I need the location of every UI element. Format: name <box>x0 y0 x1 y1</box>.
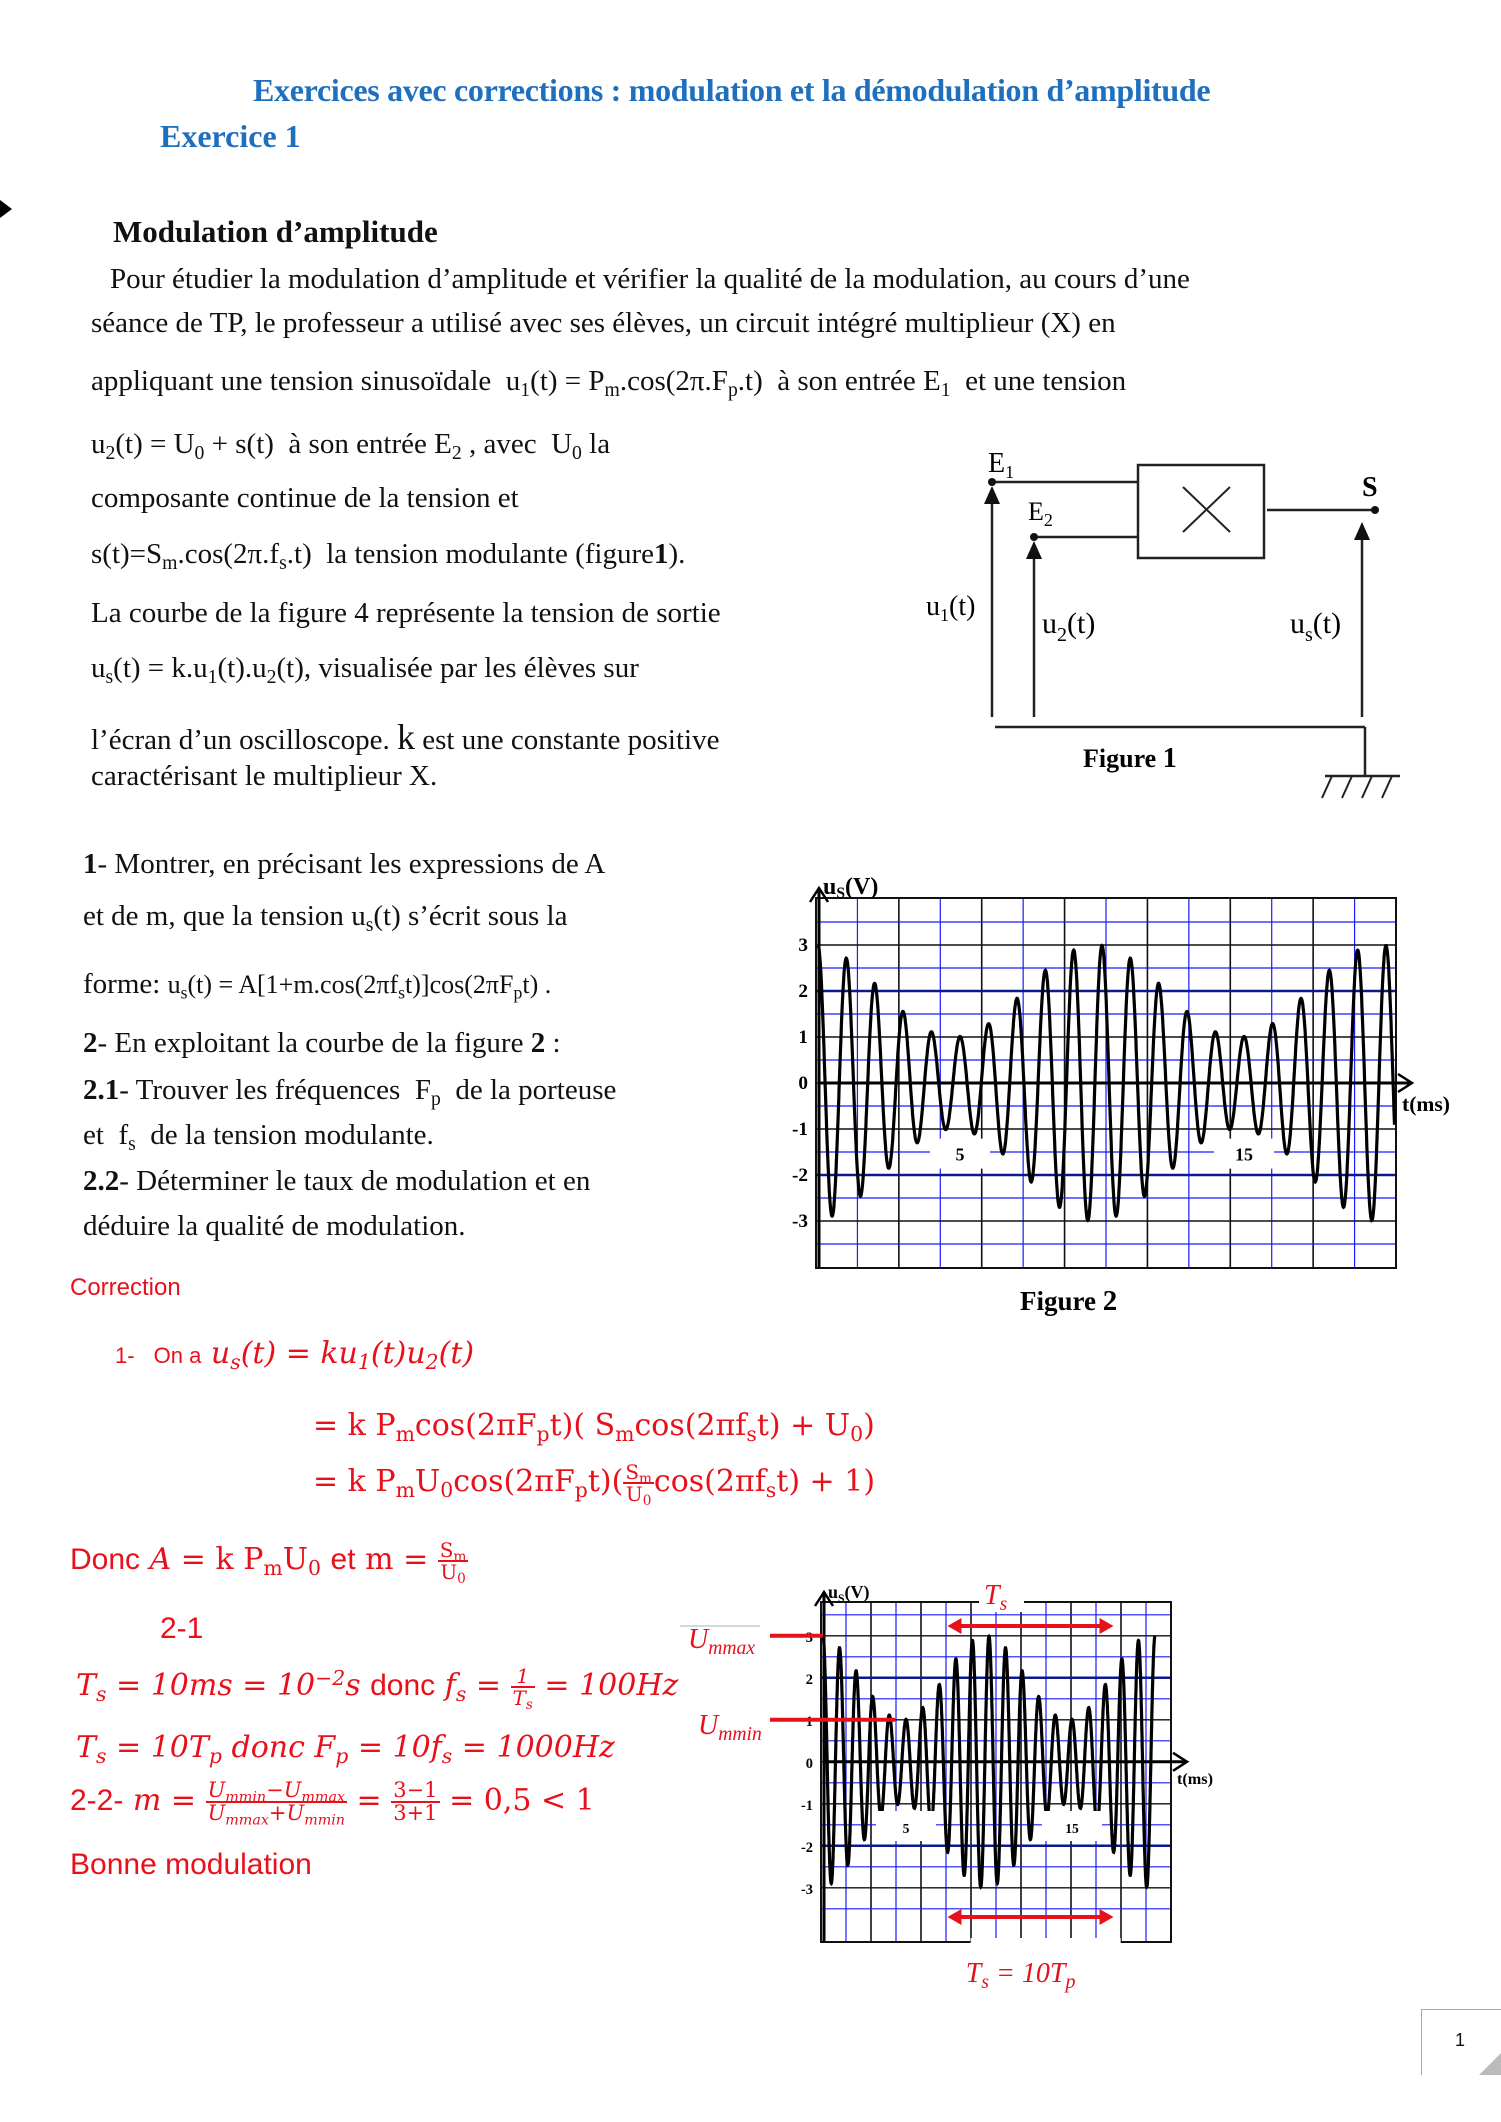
annotation-label: $U_{mmin}$ <box>698 1709 762 1745</box>
y-tick-label: 1 <box>798 1027 808 1048</box>
text: de la tension modulante. <box>150 1119 434 1151</box>
figure-2-oscillogram <box>770 860 1470 1320</box>
y-tick-label: 3 <box>805 1629 813 1646</box>
statement-line-7: La courbe de la figure 4 représente la tension de sortie <box>91 597 721 629</box>
y-tick-label: 0 <box>798 1073 808 1094</box>
text: - Montrer, en précisant les expressions de A <box>97 848 606 880</box>
correction-Fp-line: $T_s = 10T_p$ donc $F_p = 10f_s = 1000Hz$ <box>76 1730 615 1769</box>
label-S: S <box>1362 472 1378 503</box>
correction-label: Correction <box>70 1274 181 1301</box>
text: : <box>545 1027 561 1059</box>
text: de la porteuse <box>455 1074 617 1106</box>
text: - Déterminer le taux de modulation et en <box>119 1165 591 1197</box>
y-axis-label: uS(V) <box>823 874 879 902</box>
correction-q1-line-1: 1- On a $u_s(t) = ku_1(t)u_2(t)$ <box>115 1336 475 1375</box>
q-num: 1- <box>115 1343 135 1368</box>
equation-s: $s(t)=S_m.\cos(2\pi.f_s.t)$ <box>91 538 319 574</box>
equation-us-form: $u_s(t) = A[1+m.\cos(2\pi f_st)]\cos(2\pi F_pt)$ . <box>167 970 552 1003</box>
x-tick-label: 5 <box>955 1144 965 1165</box>
q-num: 1 <box>83 848 98 880</box>
text: - Trouver les fréquences <box>119 1074 401 1106</box>
x-axis-label: t(ms) <box>1402 1092 1450 1116</box>
equation-u1: $u_1(t) = P_m.\cos(2\pi.F_p.t)$ <box>498 365 771 401</box>
x-axis-label: t(ms) <box>1177 1769 1213 1788</box>
statement-line-9 <box>91 716 719 758</box>
y-tick-label: 3 <box>798 935 808 956</box>
figure-ref: 1 <box>654 538 669 570</box>
statement-line-4: $u_2(t) = U_0 + s(t)$ à son entrée $E_2$ , avec $U_0$ la <box>91 428 611 464</box>
text: donc <box>370 1669 436 1702</box>
fraction-den: 3+1 <box>393 1801 438 1825</box>
y-tick-label: -2 <box>801 1839 813 1856</box>
statement-line-1: Pour étudier la modulation d’amplitude et vérifier la qualité de la modulation, au cours d’une <box>110 263 1190 295</box>
question-2-1-line-2: et $f_s$ de la tension modulante. <box>83 1119 434 1155</box>
correction-conclusion: Bonne modulation <box>70 1848 312 1881</box>
page-number: 1 <box>1455 2030 1466 2050</box>
text: et <box>83 1119 104 1151</box>
label-u2: $u_2(t)$ <box>1042 607 1096 646</box>
text: et une tension <box>965 365 1127 397</box>
correction-result-A-m: Donc A = k $P_mU_0$ et m = $\frac{S_m}{U_0}$ <box>70 1538 467 1588</box>
figure-ref: 2 <box>530 1027 546 1059</box>
question-1-line-3 <box>83 968 551 1001</box>
label-E1: $E_1$ <box>988 448 1015 482</box>
q-num: 2.2 <box>83 1165 120 1197</box>
y-tick-label: -1 <box>792 1119 808 1140</box>
page-curl-icon <box>1479 2053 1501 2075</box>
text: à son entrée E <box>777 365 941 397</box>
equation-u2: $u_2(t) = U_0 + s(t)$ <box>91 428 282 464</box>
text: - En exploitant la courbe de la figure <box>97 1027 524 1059</box>
exercise-heading: Exercice 1 <box>160 118 301 154</box>
annotation-label: $U_{mmax}$ <box>688 1623 756 1659</box>
y-tick-label: 2 <box>805 1671 813 1688</box>
m-value: 0,5 < 1 <box>483 1783 595 1818</box>
question-2-2-line-2: déduire la qualité de modulation. <box>83 1210 466 1242</box>
figure-1-caption: Figure 1 <box>1083 743 1177 774</box>
y-tick-label: -2 <box>792 1165 808 1186</box>
correction-q1-line-3: = k $P_mU_0\cos(2\pi F_pt)$( $\frac{S_m}{U_0}$ $\cos(2\pi f_st) + 1$) <box>313 1460 876 1510</box>
q-num: 2.1 <box>83 1074 120 1106</box>
text: ). <box>668 538 686 570</box>
text: la tension modulante (figure <box>326 538 654 570</box>
Ts-value: 10ms <box>150 1668 233 1703</box>
Fp-value: 1000Hz <box>496 1730 615 1765</box>
x-tick-label: 5 <box>902 1821 910 1836</box>
statement-line-5: composante continue de la tension et <box>91 482 519 514</box>
text: Donc <box>70 1543 141 1576</box>
text: , visualisée par les élèves sur <box>303 652 639 684</box>
annotation-label: $T_s$ <box>984 1580 1008 1615</box>
text: appliquant une tension sinusoïdale <box>91 365 492 397</box>
label-u1: $u_1(t)$ <box>926 591 976 625</box>
y-axis-label: $u_S(V)$ <box>828 1582 870 1605</box>
equation-us: $u_s(t) = k.u_1(t).u_2(t)$ <box>91 652 304 688</box>
question-1-line-2: et de m, que la tension $u_s(t)$ s’écrit sous la <box>83 900 568 936</box>
text: l’écran d’un oscilloscope. <box>91 724 390 756</box>
text: la <box>589 428 611 460</box>
fraction-num: 3−1 <box>393 1778 438 1802</box>
figure-2-caption: Figure 2 <box>1020 1285 1118 1317</box>
question-2-1-line-1: 2.1- Trouver les fréquences $F_p$ de la porteuse <box>83 1074 617 1110</box>
page-number-box <box>1421 2009 1501 2075</box>
correction-q1-line-2: = k $P_m\cos(2\pi F_pt)$( $S_m\cos(2\pi f_st) + U_0$) <box>313 1408 875 1447</box>
margin-arrow-icon <box>0 200 12 218</box>
x-tick-label: 15 <box>1065 1821 1079 1836</box>
section-heading: Modulation d’amplitude <box>113 214 438 249</box>
statement-line-3: appliquant une tension sinusoïdale $u_1(t) = P_m.\cos(2\pi.F_p.t)$ à son entrée $E_1$ et une tension <box>91 365 1127 401</box>
text: est une constante positive <box>422 724 720 756</box>
fs-value: 100Hz <box>579 1668 679 1703</box>
x-tick-label: 15 <box>1235 1144 1253 1165</box>
y-tick-label: 2 <box>798 981 808 1002</box>
correction-fs-line: $T_s = 10ms = 10^{-2}s$ donc $f_s$ = $\frac{1}{T_s}$ = 100Hz <box>76 1664 679 1714</box>
y-tick-label: -3 <box>801 1881 813 1898</box>
q-num: 2 <box>83 1027 98 1059</box>
question-2-2-line-1 <box>83 1165 590 1198</box>
text: s’écrit sous la <box>407 900 568 932</box>
y-tick-label: -3 <box>792 1211 808 1232</box>
y-tick-label: -1 <box>801 1797 813 1814</box>
text: à son entrée E <box>288 428 452 460</box>
correction-q22-line: 2-2- m = $\frac{U_{mmin}-U_{mmax}}{U_{mmax}+U_{mmin}}$ = $\frac{3-1}{3+1}$ = 0,5 < 1 <box>70 1778 595 1829</box>
question-1-line-1 <box>83 848 605 881</box>
annotation-label: $T_s = 10T_p$ <box>965 1958 1076 1993</box>
text: et <box>330 1543 356 1576</box>
text: forme: <box>83 968 161 1000</box>
document-title: Exercices avec corrections : modulation et la démodulation d’amplitude <box>253 72 1211 108</box>
statement-line-8 <box>91 652 639 688</box>
correction-q21-label: 2-1 <box>160 1612 204 1645</box>
text: et de m, que la tension <box>83 900 344 932</box>
statement-line-6 <box>91 538 686 574</box>
correction-annotated-oscillogram <box>680 1540 1480 1993</box>
question-2 <box>83 1027 561 1060</box>
label-us: $u_s(t)$ <box>1290 607 1342 646</box>
text: On a <box>153 1343 202 1368</box>
y-tick-label: 1 <box>805 1713 813 1730</box>
q-num: 2-2- <box>70 1784 124 1817</box>
statement-line-2: séance de TP, le professeur a utilisé avec ses élèves, un circuit intégré multiplieur (X) en <box>91 307 1116 339</box>
y-tick-label: 0 <box>805 1755 813 1772</box>
k-symbol: k <box>397 717 416 757</box>
label-E2: $E_2$ <box>1028 497 1053 530</box>
statement-line-10: caractérisant le multiplieur X. <box>91 760 438 792</box>
figure-1-circuit-diagram <box>900 420 1400 820</box>
text: , avec <box>468 428 537 460</box>
